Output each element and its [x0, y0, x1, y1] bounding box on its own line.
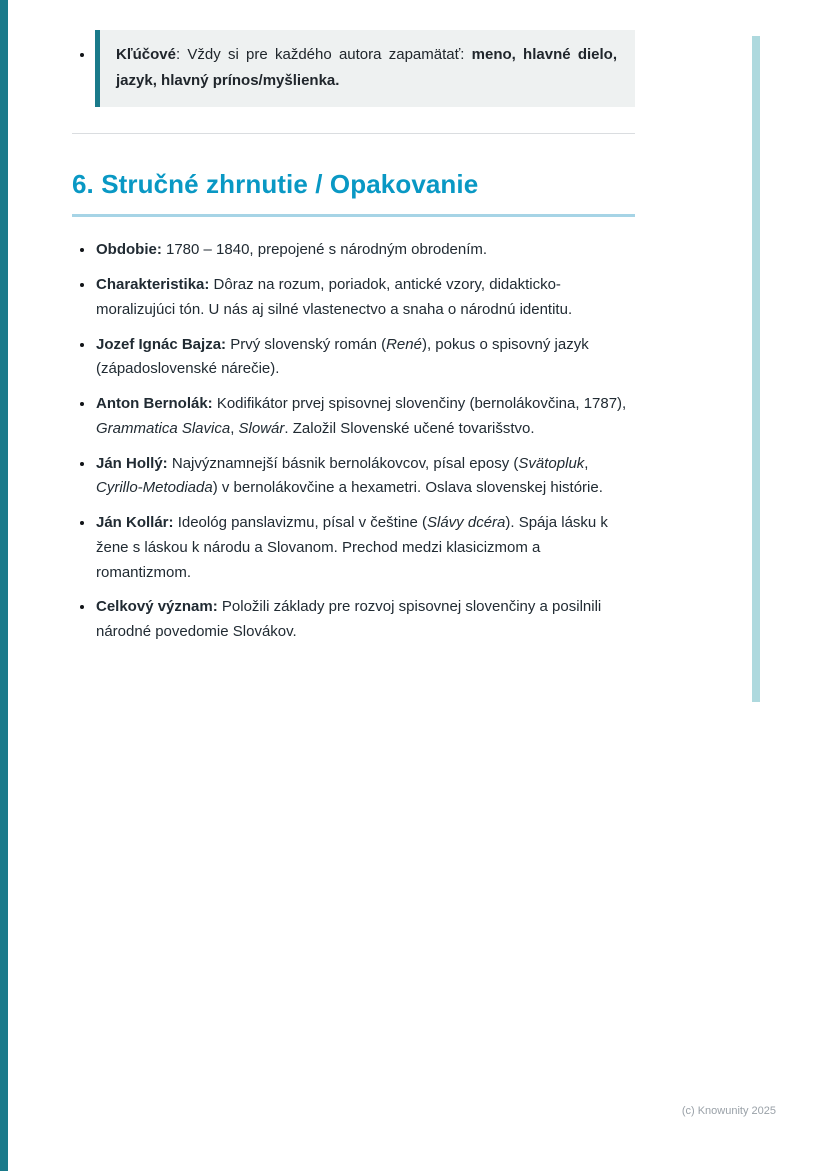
text-segment: , [584, 454, 589, 472]
callout-list [72, 30, 635, 107]
text-segment: : Vždy si pre každého autora zapamätať: [175, 46, 472, 63]
list-item [95, 273, 635, 323]
text-segment: meno, hlavné dielo, jazyk, hlavný prínos/myšlienka. [116, 46, 617, 90]
text-segment: ) v bernolákovčine a hexametri. Oslava slovenskej histórie. [212, 479, 603, 497]
text-segment: 1780 – 1840, prepojené s národným obrodením. [161, 241, 488, 259]
list-item [95, 333, 635, 383]
list-item [95, 392, 635, 442]
document-content [72, 30, 635, 655]
footer-credit: (c) Knowunity 2025 [681, 1105, 776, 1117]
callout-text [116, 46, 617, 89]
callout-list-item [95, 30, 635, 107]
page-edge-bar-right [752, 36, 760, 702]
text-segment: Celkový význam: [96, 598, 218, 616]
text-segment: Ideológ panslavizmu, písal v češtine ( [173, 514, 427, 532]
text-segment: Slávy dcéra [427, 514, 506, 532]
key-callout [95, 30, 635, 107]
text-segment: Najvýznamnejší básnik bernolákovcov, písal eposy ( [167, 454, 519, 472]
text-segment: Svätopluk [518, 454, 585, 472]
page-edge-bar-left [0, 0, 8, 1171]
text-segment: Cyrillo-Metodiada [96, 479, 213, 497]
text-segment: , [230, 419, 239, 437]
text-segment: Charakteristika: [96, 276, 210, 294]
summary-list [72, 238, 635, 645]
list-item [95, 595, 635, 645]
text-segment: Prvý slovenský román ( [226, 335, 387, 353]
text-segment: Jozef Ignác Bajza: [96, 335, 227, 353]
heading-underline [72, 214, 635, 217]
text-segment: Anton Bernolák: [96, 395, 213, 413]
text-segment: Ján Kollár: [96, 514, 174, 532]
text-segment: Dôraz na rozum, poriadok, antické vzory, didakticko-moralizujúci tón. U nás aj silné vlastenectvo a snaha o národnú identitu. [96, 276, 573, 318]
text-segment: Položili základy pre rozvoj spisovnej slovenčiny a posilnili národné povedomie Slovákov. [96, 598, 602, 641]
section-heading: 6. Stručné zhrnutie / Opakovanie [72, 168, 479, 199]
text-segment: Grammatica Slavica [96, 419, 231, 437]
section-divider [72, 133, 635, 134]
list-item [95, 452, 635, 502]
text-segment: René [386, 335, 422, 353]
list-item [95, 511, 635, 585]
text-segment: Obdobie: [96, 241, 162, 259]
text-segment: Kodifikátor prvej spisovnej slovenčiny (bernolákovčina, 1787), [212, 395, 627, 413]
text-segment: ), pokus o spisovný jazyk (západoslovenské nárečie). [96, 335, 589, 378]
text-segment: Ján Hollý: [96, 454, 168, 472]
text-segment: Kľúčové [116, 46, 176, 63]
text-segment: Slowár [238, 419, 285, 437]
list-item [95, 238, 635, 263]
text-segment: ). Spája lásku k žene s láskou k národu a Slovanom. Prechod medzi klasicizmom a romantizmom. [96, 514, 608, 581]
text-segment: . Založil Slovenské učené tovarišstvo. [284, 419, 535, 437]
